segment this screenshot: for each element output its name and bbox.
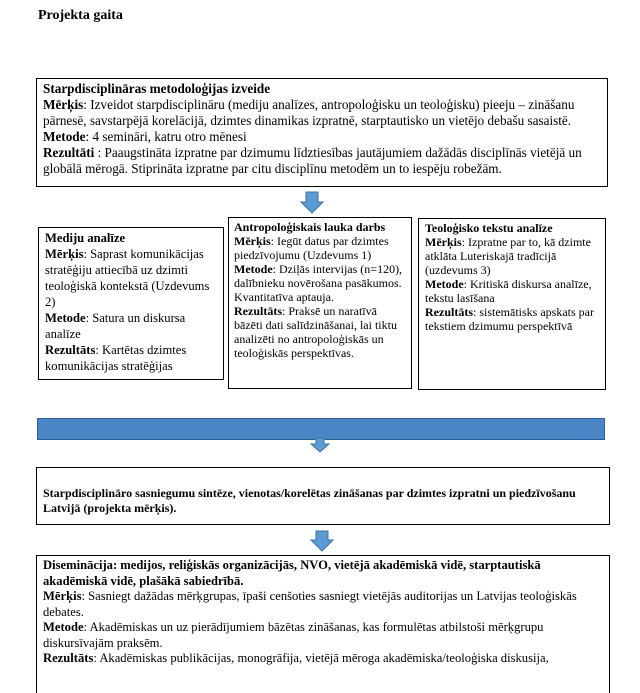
diagram-title: Projekta gaita xyxy=(38,8,123,23)
methodology-method: Metode: 4 semināri, katru otro mēnesi xyxy=(43,129,247,144)
methodology-box xyxy=(36,78,608,187)
fieldwork-box xyxy=(228,217,412,389)
methodology-heading: Starpdisciplināras metodoloģijas izveide xyxy=(43,81,271,96)
theology-texts-goal: Mērķis: Izpratne par to, kā dzimte atklāta Luteriskajā tradīcijā (uzdevums 3) xyxy=(425,235,591,277)
dissemination-box xyxy=(36,555,610,693)
methodology-result: Rezultāti : Paaugstināta izpratne par dzimumu līdztiesības jautājumiem dažādās disciplīnās vietējā un globālā mērogā. Stiprināta izpratne par citu disciplīnu metodēm un to iespēju robežām. xyxy=(43,145,582,176)
fieldwork-heading: Antropoloģiskais lauka darbs xyxy=(234,220,386,234)
fieldwork-method: Metode: Dziļās intervijas (n=120), dalībnieku novērošana pasākumos. Kvantitatīva aptauja. xyxy=(234,262,403,304)
fieldwork-result: Rezultāts: Praksē un naratīvā bāzēti dati salīdzināšanai, lai tiktu analizēti no antropoloģiskās un teoloģiskās perspektīvas. xyxy=(234,304,397,360)
down-arrow-icon xyxy=(300,191,324,215)
theology-texts-result: Rezultāts: sistemātisks apskats par tekstiem dzimumu perspektīvā xyxy=(425,305,594,333)
media-analysis-result: Rezultāts: Kartētas dzimtes komunikācijas stratēģijas xyxy=(45,343,187,373)
theology-texts-method: Metode: Kritiskā diskursa analīze, tekstu lasīšana xyxy=(425,277,592,305)
media-analysis-goal: Mērķis: Saprast komunikācijas stratēģiju attiecībā uz dzimti teoloģiskā kontekstā (Uzdevums 2) xyxy=(45,247,210,309)
dissemination-heading: Diseminācija: medijos, reliģiskās organizācijās, NVO, vietējā akadēmiskā vidē, starptautiskā akadēmiskā vidē, plašākā sabiedrībā. xyxy=(43,558,541,588)
dissemination-result: Rezultāts: Akadēmiskas publikācijas, monogrāfija, vietējā mēroga akadēmiska/teoloģiska diskusija, xyxy=(43,651,549,665)
media-analysis-heading: Mediju analīze xyxy=(45,231,126,245)
dissemination-goal: Mērķis: Sasniegt dažādas mērķgrupas, īpaši cenšoties sasniegt vietējās auditorijas un Latvijas teoloģiskās debates. xyxy=(43,589,577,619)
media-analysis-box xyxy=(38,227,224,380)
down-arrow-icon xyxy=(310,530,334,552)
down-arrow-icon xyxy=(310,437,330,453)
methodology-goal: Mērķis: Izveidot starpdisciplināru (mediju analīzes, antropoloģisku un teoloģisku) pieeju – zināšanu pārnesē, savstarpējā korelācijā, dzimtes dinamikas izpratnē, starptautisko un vietējo debašu sasaistē. xyxy=(43,97,575,128)
synthesis-box xyxy=(36,467,610,525)
theology-texts-heading: Teoloģisko tekstu analīze xyxy=(425,221,553,235)
dissemination-method: Metode: Akadēmiskas un uz pierādījumiem bāzētas zināšanas, kas formulētas atbilstoši mērķgrupu diskursīvajām praksēm. xyxy=(43,620,544,650)
media-analysis-method: Metode: Satura un diskursa analīze xyxy=(45,311,186,341)
theology-texts-box xyxy=(418,218,606,390)
synthesis-text: Starpdisciplināro sasniegumu sintēze, vienotas/korelētas zināšanas par dzimtes izpratni un piedzīvošanu Latvijā (projekta mērķis). xyxy=(43,486,576,515)
fieldwork-goal: Mērķis: Iegūt datus par dzimtes piedzīvojumu (Uzdevums 1) xyxy=(234,234,389,262)
